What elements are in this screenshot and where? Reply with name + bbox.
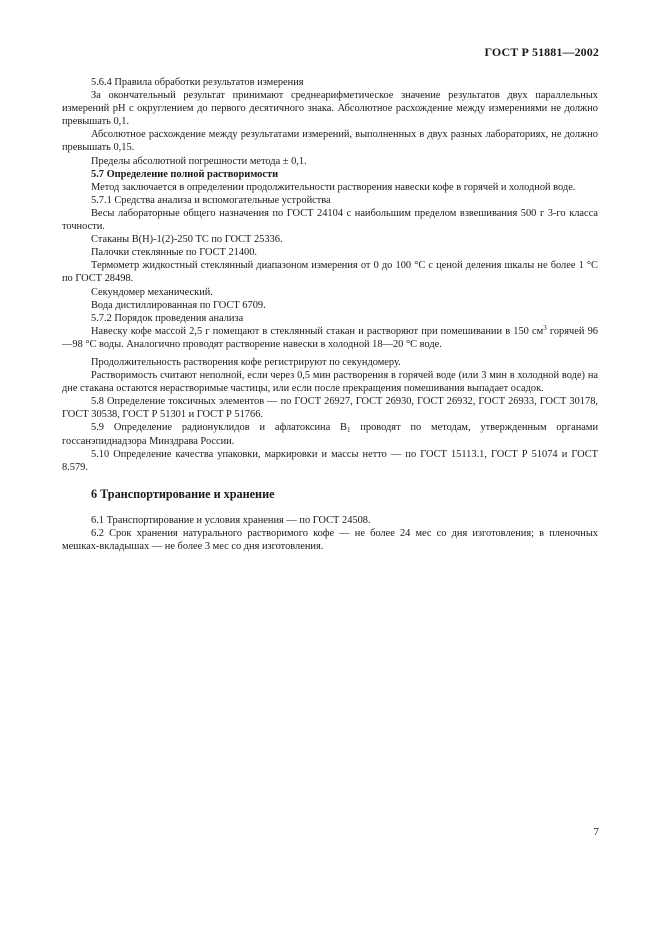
text-part: горячей 96—98 °С воды. Аналогично проводят растворение навески в холодной 18—20 °С воде.: [62, 325, 598, 350]
clause-6-1: 6.1 Транспортирование и условия хранения — по ГОСТ 24508.: [91, 514, 371, 526]
paragraph: Весы лабораторные общего назначения по ГОСТ 24104 с наибольшим пределом взвешивания 500 г 3-го класса точности.: [62, 207, 598, 233]
clause-5-7-title: 5.7 Определение полной растворимости: [91, 168, 279, 180]
paragraph: За окончательный результат принимают среднеарифметическое значение результатов двух параллельных измерений pH с округлением до первого десятичного знака. Абсолютное расхождение между измерениями не должно превышать 0,1.: [62, 90, 598, 128]
paragraph: Вода дистиллированная по ГОСТ 6709.: [91, 299, 266, 311]
document-body: [62, 76, 598, 553]
clause-5-7-2-title: 5.7.2 Порядок проведения анализа: [91, 312, 244, 324]
text-part: проводят по методам, утвержденным органами госсанэпиднадзора Минздрава России.: [62, 422, 599, 447]
page-number: 7: [593, 826, 599, 838]
text-part: Навеску кофе массой 2,5 г помещают в стеклянный стакан и растворяют при помешивании в 150 см: [91, 325, 544, 337]
clause-5-8: 5.8 Определение токсичных элементов — по ГОСТ 26927, ГОСТ 26930, ГОСТ 26932, ГОСТ 26933, ГОСТ 30178, ГОСТ 30538, ГОСТ Р 51301 и ГОСТ Р 51766.: [62, 396, 598, 421]
paragraph: Палочки стеклянные по ГОСТ 21400.: [91, 247, 258, 259]
section-6-title: 6 Транспортирование и хранение: [91, 486, 275, 501]
clause-5-9: [62, 421, 598, 447]
paragraph: Метод заключается в определении продолжительности растворения навески кофе в горячей и холодной воде.: [91, 181, 576, 193]
text-part: 5.9 Определение радионуклидов и афлатоксина В: [91, 422, 347, 434]
clause-5-6-4-title: 5.6.4 Правила обработки результатов измерения: [91, 77, 304, 88]
paragraph: Пределы абсолютной погрешности метода ± 0,1.: [91, 155, 307, 167]
standard-header: ГОСТ Р 51881—2002: [484, 45, 599, 59]
clause-5-10: 5.10 Определение качества упаковки, маркировки и массы нетто — по ГОСТ 15113.1, ГОСТ Р 51074 и ГОСТ 8.579.: [62, 448, 598, 473]
paragraph: Секундомер механический.: [91, 286, 213, 298]
paragraph: Стаканы В(Н)-1(2)-250 ТС по ГОСТ 25336.: [91, 234, 283, 246]
clause-5-7-1-title: 5.7.1 Средства анализа и вспомогательные устройства: [91, 194, 331, 206]
paragraph: Продолжительность растворения кофе регистрируют по секундомеру.: [91, 356, 401, 368]
paragraph: [62, 325, 598, 351]
paragraph: Абсолютное расхождение между результатами измерений, выполненных в двух разных лабораториях, не должно превышать 0,15.: [62, 129, 598, 154]
paragraph: Термометр жидкостный стеклянный диапазоном измерения от 0 до 100 °С с ценой деления шкалы не более 1 °С по ГОСТ 28498.: [62, 260, 598, 285]
subscript: 1: [346, 426, 351, 435]
paragraph: Растворимость считают неполной, если через 0,5 мин растворения в горячей воде (или 3 мин в холодной воде) на дне стакана остаются нерастворимые частицы, или если после прекращения помешивания выпадает осадок.: [62, 370, 598, 395]
clause-6-2: 6.2 Срок хранения натурального растворимого кофе — не более 24 мес со дня изготовления; в пленочных мешках-вкладышах — не более 3 мес со дня изготовления.: [62, 528, 598, 553]
superscript: 3: [543, 323, 547, 332]
